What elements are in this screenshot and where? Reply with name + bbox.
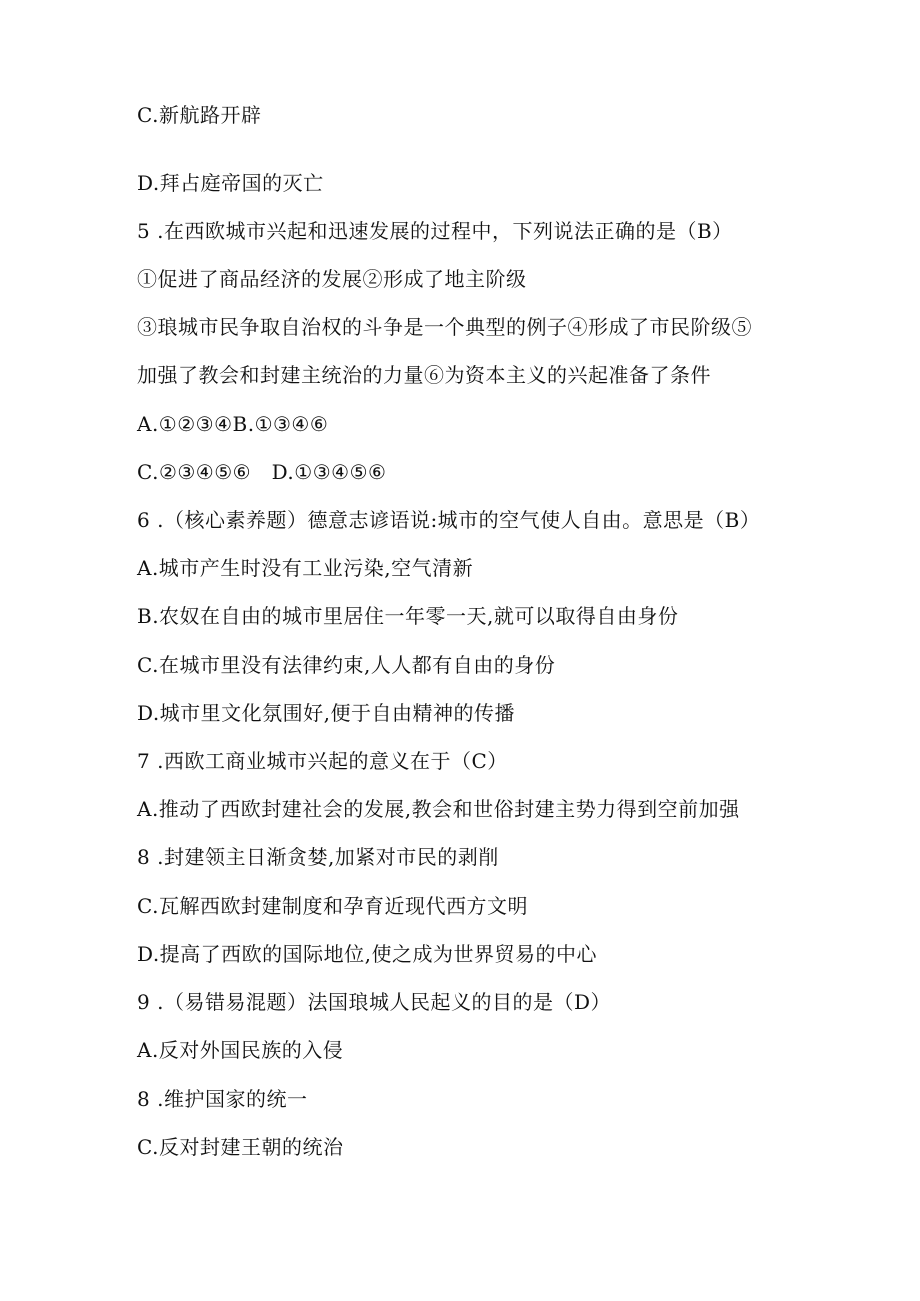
question-5-statements-3: 加强了教会和封建主统治的力量⑥为资本主义的兴起准备了条件 <box>137 363 711 387</box>
question-5-statements-1: ①促进了商品经济的发展②形成了地主阶级 <box>137 267 527 291</box>
question-5-options-cd: C.②③④⑤⑥ D.①③④⑤⑥ <box>137 460 387 484</box>
question-5-statements-2: ③琅城市民争取自治权的斗争是一个典型的例子④形成了市民阶级⑤ <box>137 315 752 339</box>
question-7-stem: 7 .西欧工商业城市兴起的意义在于（C） <box>137 749 508 773</box>
question-6-option-b: B.农奴在自由的城市里居住一年零一天,就可以取得自由身份 <box>137 604 679 628</box>
question-5-options-ab: A.①②③④B.①③④⑥ <box>137 412 329 436</box>
question-6-stem: 6 .（核心素养题）德意志谚语说:城市的空气使人自由。意思是（B） <box>137 508 761 532</box>
question-9-option-b: 8 .维护国家的统一 <box>137 1087 308 1111</box>
question-6-option-d: D.城市里文化氛围好,便于自由精神的传播 <box>137 701 516 725</box>
option-d-byzantine-fall: D.拜占庭帝国的灭亡 <box>137 171 324 195</box>
question-7-option-a: A.推动了西欧封建社会的发展,教会和世俗封建主势力得到空前加强 <box>137 797 740 821</box>
option-c-new-sea-route: C.新航路开辟 <box>137 103 262 127</box>
question-6-option-c: C.在城市里没有法律约束,人人都有自由的身份 <box>137 653 556 677</box>
question-9-option-a: A.反对外国民族的入侵 <box>137 1038 344 1062</box>
question-9-option-c: C.反对封建王朝的统治 <box>137 1135 344 1159</box>
question-7-option-c: C.瓦解西欧封建制度和孕育近现代西方文明 <box>137 894 528 918</box>
question-7-option-b: 8 .封建领主日渐贪婪,加紧对市民的剥削 <box>137 845 499 869</box>
question-7-option-d: D.提高了西欧的国际地位,使之成为世界贸易的中心 <box>137 942 598 966</box>
question-6-option-a: A.城市产生时没有工业污染,空气清新 <box>137 556 474 580</box>
question-5-stem: 5 .在西欧城市兴起和迅速发展的过程中，下列说法正确的是（B） <box>137 219 733 243</box>
question-9-stem: 9 .（易错易混题）法国琅城人民起义的目的是（D） <box>137 990 611 1014</box>
